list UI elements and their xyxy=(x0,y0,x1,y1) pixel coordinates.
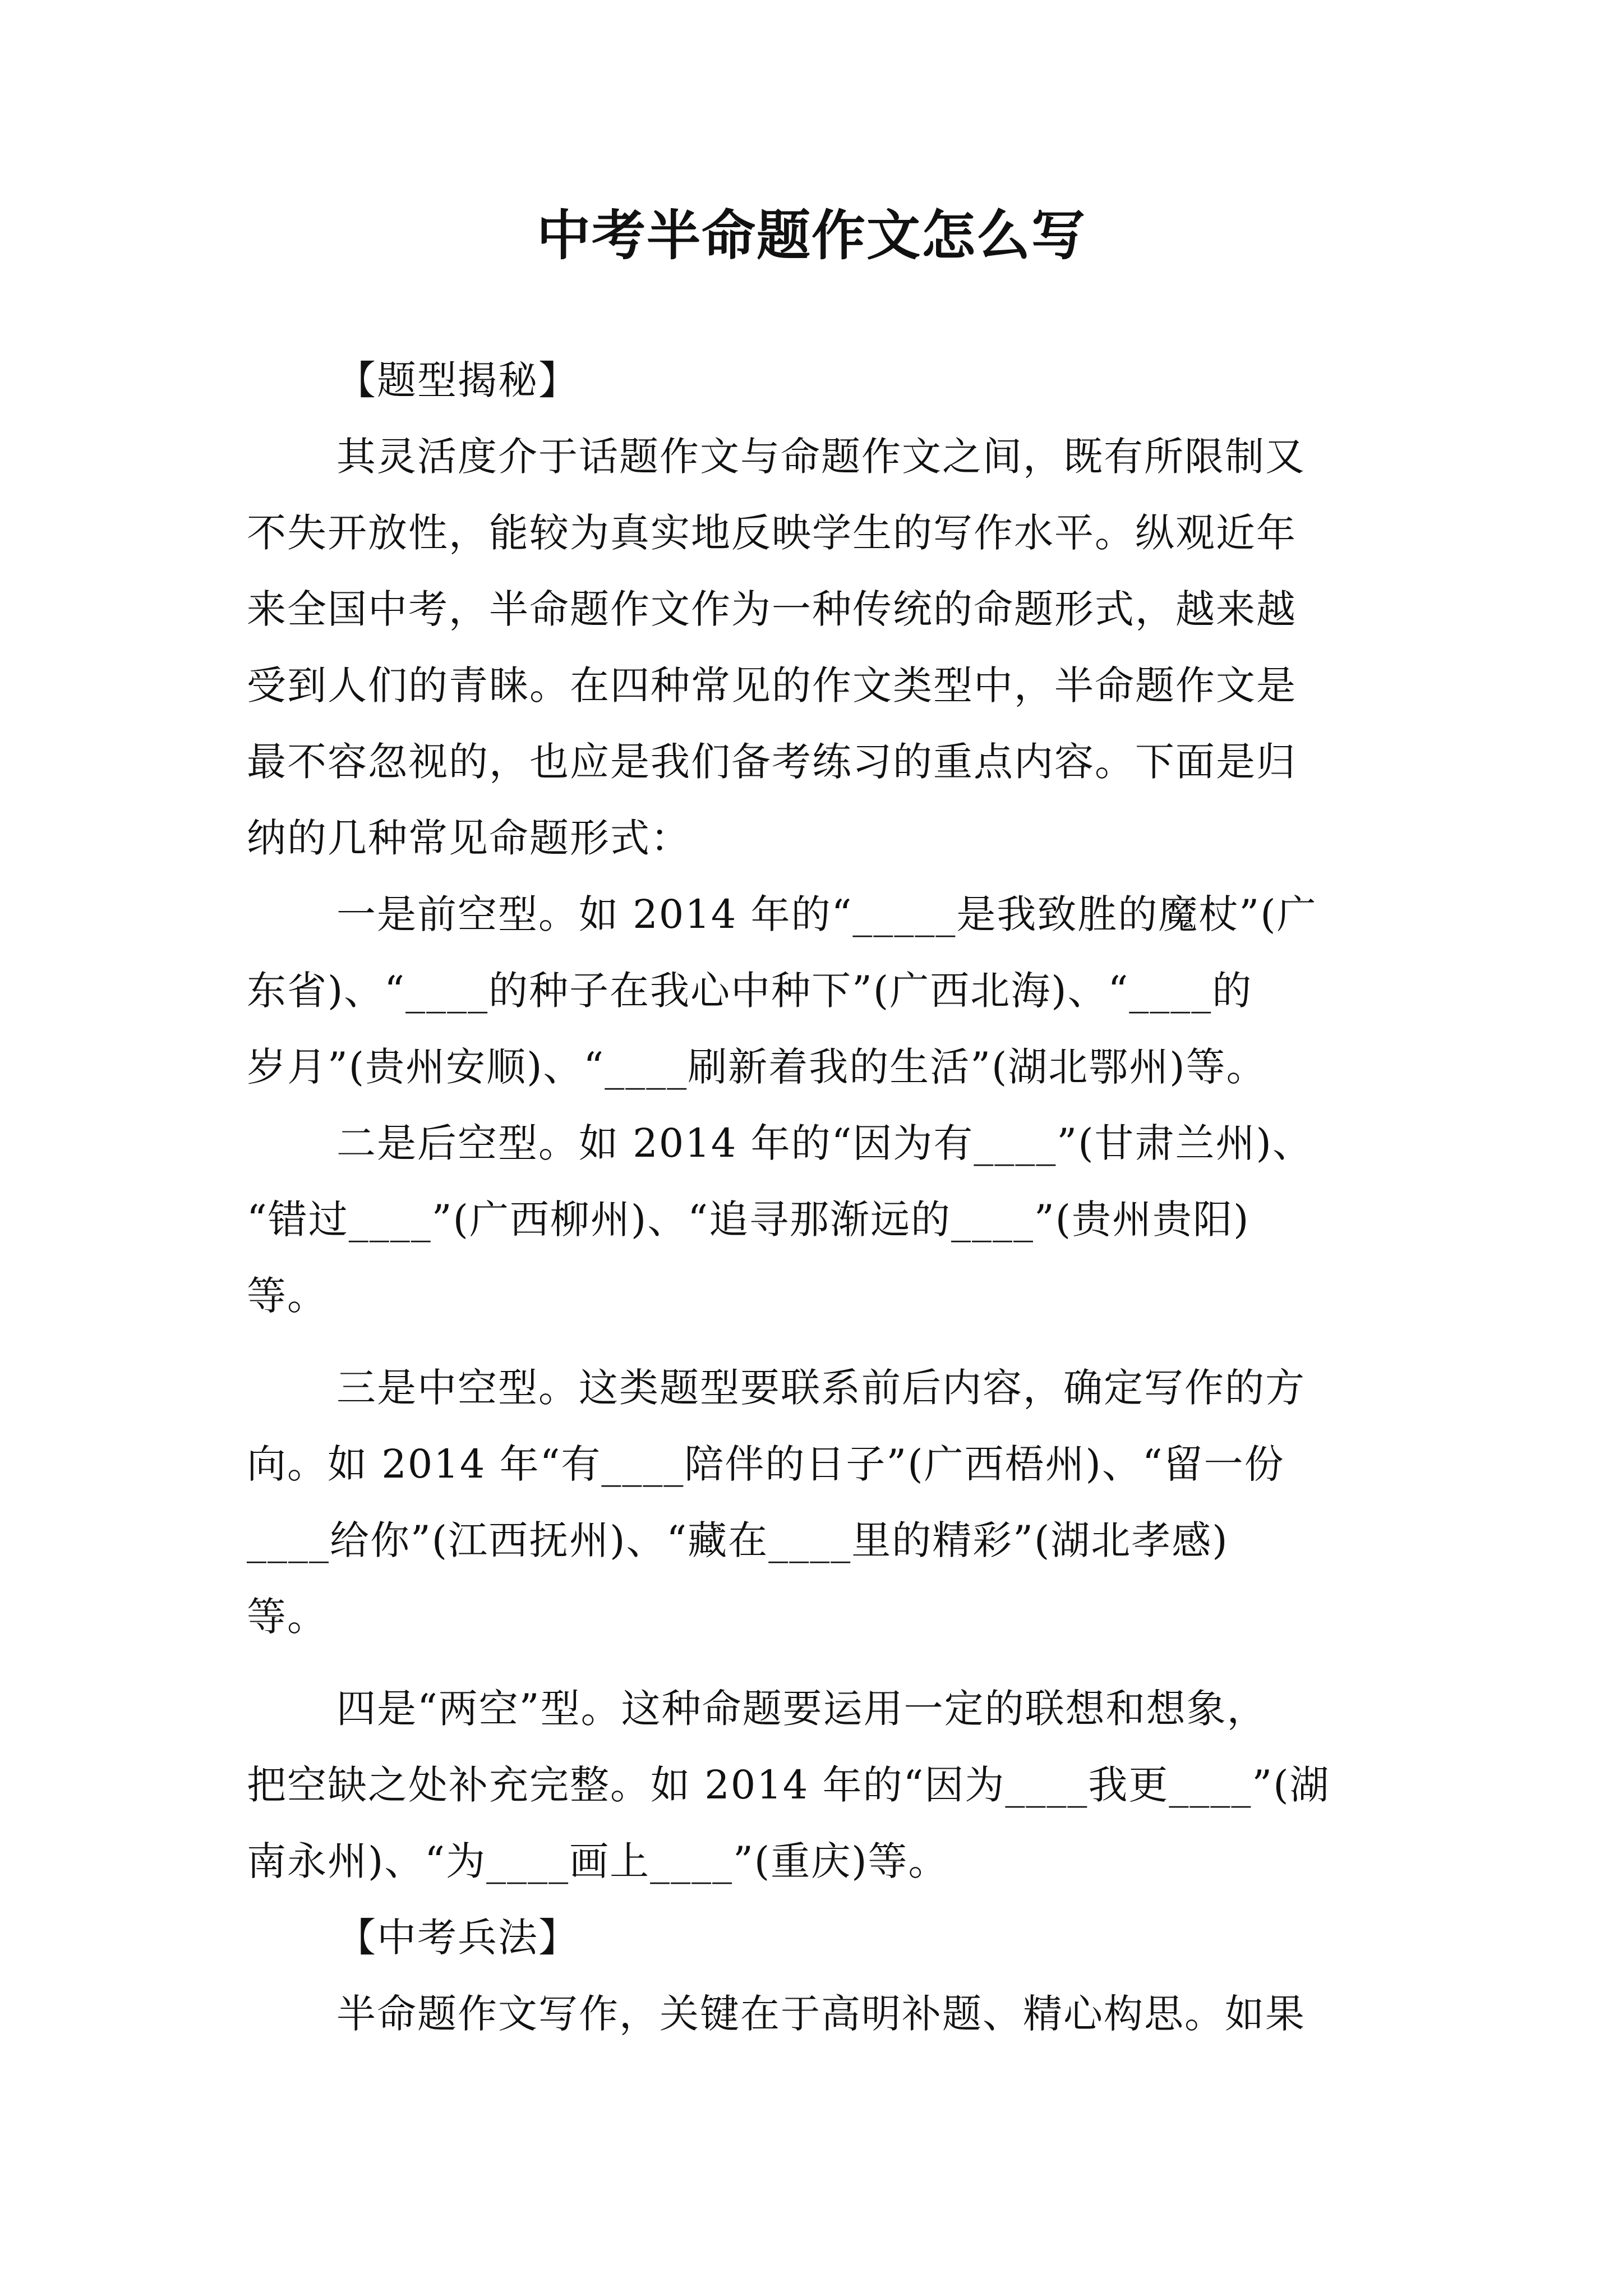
paragraph-line: 一是前空型。如 2014 年的“_____是我致胜的魔杖”(广 xyxy=(336,891,1317,937)
paragraph-line: 三是中空型。这类题型要联系前后内容，确定写作的方 xyxy=(336,1365,1306,1411)
paragraph-line: 纳的几种常见命题形式： xyxy=(247,815,691,861)
paragraph-line: 受到人们的青睐。在四种常见的作文类型中，半命题作文是 xyxy=(247,662,1297,708)
section-heading-question-types: 【题型揭秘】 xyxy=(336,357,579,403)
paragraph-line: 来全国中考，半命题作文作为一种传统的命题形式，越来越 xyxy=(247,586,1297,632)
paragraph-line: 其灵活度介于话题作文与命题作文之间，既有所限制又 xyxy=(336,434,1306,480)
document-body xyxy=(247,342,1402,2052)
paragraph-gap xyxy=(247,1655,1402,1671)
paragraph-line: 等。 xyxy=(247,1594,328,1640)
paragraph-line: 最不容忽视的，也应是我们备考练习的重点内容。下面是归 xyxy=(247,739,1297,785)
paragraph-line: 岁月”(贵州安顺)、“____刷新着我的生活”(湖北鄂州)等。 xyxy=(247,1044,1267,1090)
paragraph-line: ____给你”(江西抚州)、“藏在____里的精彩”(湖北孝感) xyxy=(247,1517,1229,1563)
paragraph-line: 二是后空型。如 2014 年的“因为有____”(甘肃兰州)、 xyxy=(336,1120,1313,1166)
paragraph-line: 不失开放性，能较为真实地反映学生的写作水平。纵观近年 xyxy=(247,510,1297,556)
paragraph-line: 把空缺之处补充完整。如 2014 年的“因为____我更____”(湖 xyxy=(247,1762,1330,1808)
paragraph-gap xyxy=(247,1334,1402,1350)
paragraph-line: “错过____”(广西柳州)、“追寻那渐远的____”(贵州贵阳) xyxy=(247,1197,1250,1243)
paragraph-line: 等。 xyxy=(247,1273,328,1319)
paragraph-line: 四是“两空”型。这种命题要运用一定的联想和想象， xyxy=(336,1686,1267,1732)
paragraph-line: 东省)、“____的种子在我心中种下”(广西北海)、“____的 xyxy=(247,968,1253,1014)
paragraph-line: 南永州)、“为____画上____”(重庆)等。 xyxy=(247,1838,949,1884)
paragraph-line: 向。如 2014 年“有____陪伴的日子”(广西梧州)、“留一份 xyxy=(247,1441,1285,1487)
paragraph-line: 半命题作文写作，关键在于高明补题、精心构思。如果 xyxy=(336,1991,1306,2037)
section-heading-exam-strategy: 【中考兵法】 xyxy=(336,1915,579,1961)
document-title: 中考半命题作文怎么写 xyxy=(537,204,1086,267)
